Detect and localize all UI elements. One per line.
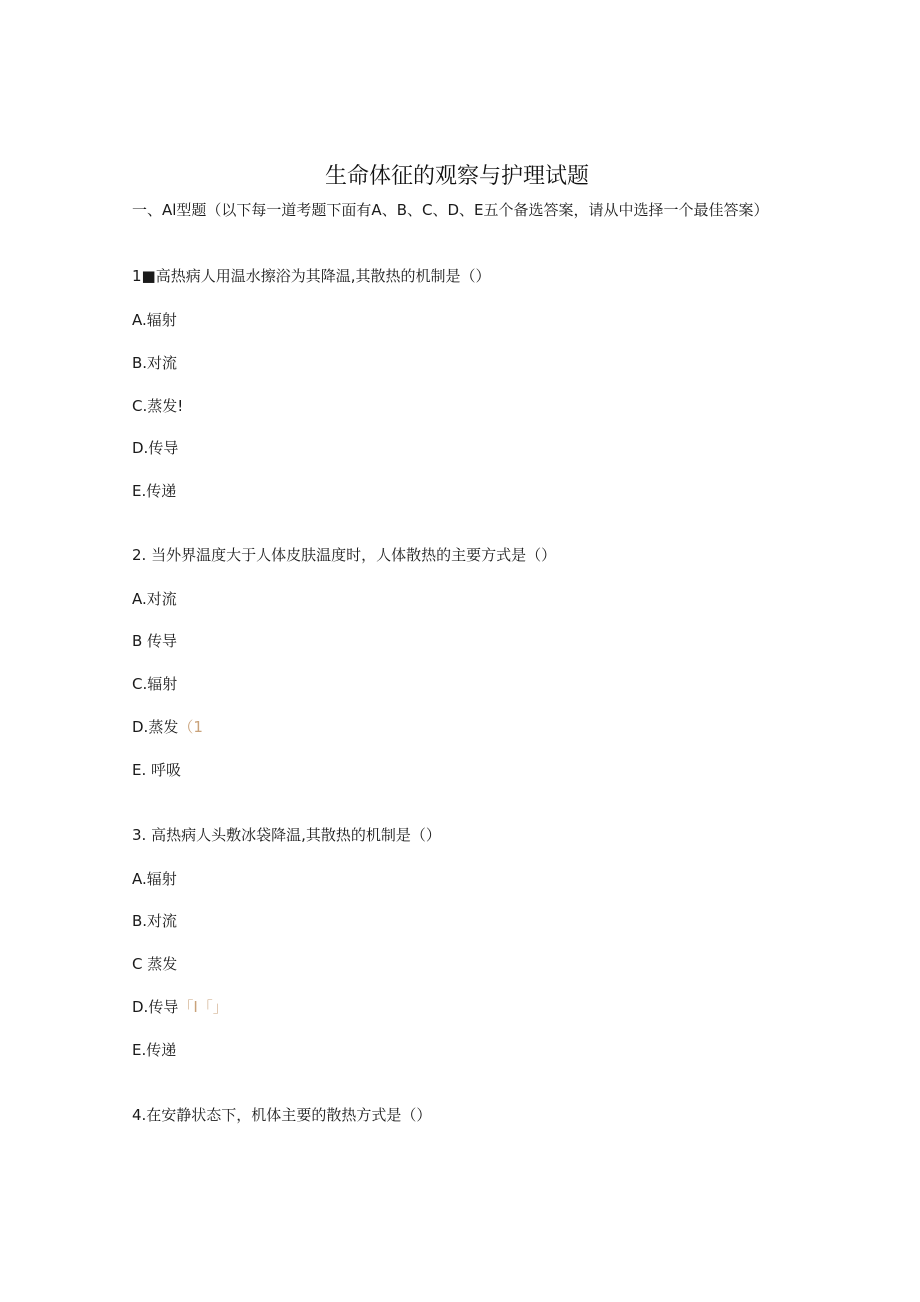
handwritten-mark: （1	[178, 718, 203, 736]
option-text: D.传导	[132, 998, 179, 1016]
question-1-option-e: E.传递	[132, 482, 177, 500]
question-2-option-a: A.对流	[132, 590, 177, 608]
question-4-stem: 4.在安静状态下，机体主要的散热方式是（）	[132, 1106, 432, 1124]
question-3-stem: 3. 高热病人头敷冰袋降温,其散热的机制是（）	[132, 826, 441, 844]
question-3-option-a: A.辐射	[132, 870, 177, 888]
handwritten-mark: 「I「」	[178, 998, 228, 1016]
question-1-option-a: A.辐射	[132, 311, 177, 329]
option-text: D.蒸发	[132, 718, 179, 736]
question-1-option-d: D.传导	[132, 439, 179, 457]
document-title: 生命体征的观察与护理试题	[324, 164, 589, 189]
section-heading: 一、Al型题（以下每一道考题下面有A、B、C、D、E五个备选答案，请从中选择一个最佳答案）	[132, 201, 769, 219]
question-1-option-b: B.对流	[132, 354, 178, 372]
question-1-stem: 1■高热病人用温水擦浴为其降温,其散热的机制是（）	[132, 267, 491, 285]
question-2-option-d	[132, 716, 203, 738]
question-1-option-c: C.蒸发!	[132, 397, 184, 415]
question-2-option-e: E. 呼吸	[132, 761, 182, 779]
question-2-stem: 2. 当外界温度大于人体皮肤温度时，人体散热的主要方式是（）	[132, 546, 557, 564]
question-3-option-c: C 蒸发	[132, 955, 178, 973]
question-3-option-d	[132, 996, 228, 1018]
question-3-option-b: B.对流	[132, 912, 178, 930]
question-2-option-c: C.辐射	[132, 675, 178, 693]
question-3-option-e: E.传递	[132, 1041, 177, 1059]
question-2-option-b: B 传导	[132, 632, 178, 650]
